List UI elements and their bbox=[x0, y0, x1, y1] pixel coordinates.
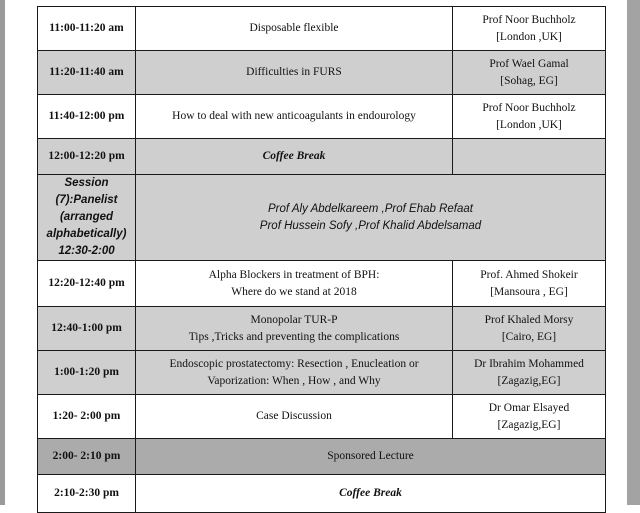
time-cell: 11:40-12:00 pm bbox=[38, 95, 136, 139]
table-row bbox=[38, 139, 606, 175]
session-label-line: (7):Panelist bbox=[55, 194, 118, 206]
speaker-affiliation: [London ,UK] bbox=[496, 118, 562, 131]
topic-cell: How to deal with new anticoagulants in endourology bbox=[136, 95, 453, 139]
time-cell: 2:00- 2:10 pm bbox=[38, 439, 136, 475]
time-cell: 12:00-12:20 pm bbox=[38, 139, 136, 175]
speaker-name: Prof Khaled Morsy bbox=[484, 313, 574, 326]
table-row bbox=[38, 307, 606, 351]
session-label-cell bbox=[38, 175, 136, 261]
table-row bbox=[38, 395, 606, 439]
panelist-line: Prof Aly Abdelkareem ,Prof Ehab Refaat bbox=[268, 202, 473, 215]
time-cell: 12:20-12:40 pm bbox=[38, 261, 136, 307]
speaker-name: Dr Omar Elsayed bbox=[488, 401, 570, 414]
table-row bbox=[38, 439, 606, 475]
table-row bbox=[38, 351, 606, 395]
topic-line: Endoscopic prostatectomy: Resection , Enucleation or bbox=[169, 357, 419, 370]
speaker-name: Dr Ibrahim Mohammed bbox=[474, 357, 584, 370]
speaker-cell bbox=[453, 95, 606, 139]
time-cell: 1:20- 2:00 pm bbox=[38, 395, 136, 439]
speaker-cell bbox=[453, 395, 606, 439]
page-edge-right bbox=[627, 0, 640, 505]
speaker-cell bbox=[453, 7, 606, 51]
table-row bbox=[38, 95, 606, 139]
topic-line: Vaporization: When , How , and Why bbox=[207, 374, 381, 387]
topic-line: Monopolar TUR-P bbox=[250, 313, 338, 326]
topic-line: Tips ,Tricks and preventing the complications bbox=[188, 330, 400, 343]
topic-cell bbox=[136, 307, 453, 351]
session-row bbox=[38, 175, 606, 261]
topic-line: Alpha Blockers in treatment of BPH: bbox=[208, 268, 380, 281]
session-label-line: alphabetically) bbox=[46, 228, 127, 240]
speaker-name: Prof. Ahmed Shokeir bbox=[480, 268, 578, 281]
table-row bbox=[38, 51, 606, 95]
time-cell: 11:00-11:20 am bbox=[38, 7, 136, 51]
topic-cell bbox=[136, 261, 453, 307]
session-label-line: 12:30-2:00 bbox=[58, 245, 115, 257]
table-row bbox=[38, 475, 606, 513]
session-label-line: Session bbox=[64, 177, 109, 189]
speaker-affiliation: [Sohag, EG] bbox=[500, 74, 558, 87]
empty-speaker-cell bbox=[453, 139, 606, 175]
speaker-affiliation: [Zagazig,EG] bbox=[497, 374, 561, 387]
speaker-cell bbox=[453, 351, 606, 395]
speaker-affiliation: [Zagazig,EG] bbox=[497, 418, 561, 431]
topic-cell: Difficulties in FURS bbox=[136, 51, 453, 95]
topic-line: Where do we stand at 2018 bbox=[231, 285, 357, 298]
sponsored-lecture-cell: Sponsored Lecture bbox=[136, 439, 606, 475]
topic-cell bbox=[136, 351, 453, 395]
speaker-name: Prof Wael Gamal bbox=[489, 57, 569, 70]
topic-cell: Disposable flexible bbox=[136, 7, 453, 51]
speaker-name: Prof Noor Buchholz bbox=[482, 101, 576, 114]
speaker-affiliation: [Cairo, EG] bbox=[501, 330, 557, 343]
speaker-affiliation: [London ,UK] bbox=[496, 30, 562, 43]
panelist-line: Prof Hussein Sofy ,Prof Khalid Abdelsamad bbox=[259, 219, 482, 232]
coffee-break-cell: Coffee Break bbox=[136, 475, 606, 513]
topic-cell: Case Discussion bbox=[136, 395, 453, 439]
speaker-cell bbox=[453, 261, 606, 307]
time-cell: 2:10-2:30 pm bbox=[38, 475, 136, 513]
page-edge-left bbox=[0, 0, 5, 505]
speaker-name: Prof Noor Buchholz bbox=[482, 13, 576, 26]
speaker-affiliation: [Mansoura , EG] bbox=[490, 285, 568, 298]
session-label-line: (arranged bbox=[59, 211, 114, 223]
table-row bbox=[38, 261, 606, 307]
time-cell: 12:40-1:00 pm bbox=[38, 307, 136, 351]
table-row bbox=[38, 7, 606, 51]
schedule-table bbox=[37, 6, 606, 513]
coffee-break-cell: Coffee Break bbox=[136, 139, 453, 175]
speaker-cell bbox=[453, 51, 606, 95]
time-cell: 11:20-11:40 am bbox=[38, 51, 136, 95]
speaker-cell bbox=[453, 307, 606, 351]
time-cell: 1:00-1:20 pm bbox=[38, 351, 136, 395]
panelist-cell bbox=[136, 175, 606, 261]
